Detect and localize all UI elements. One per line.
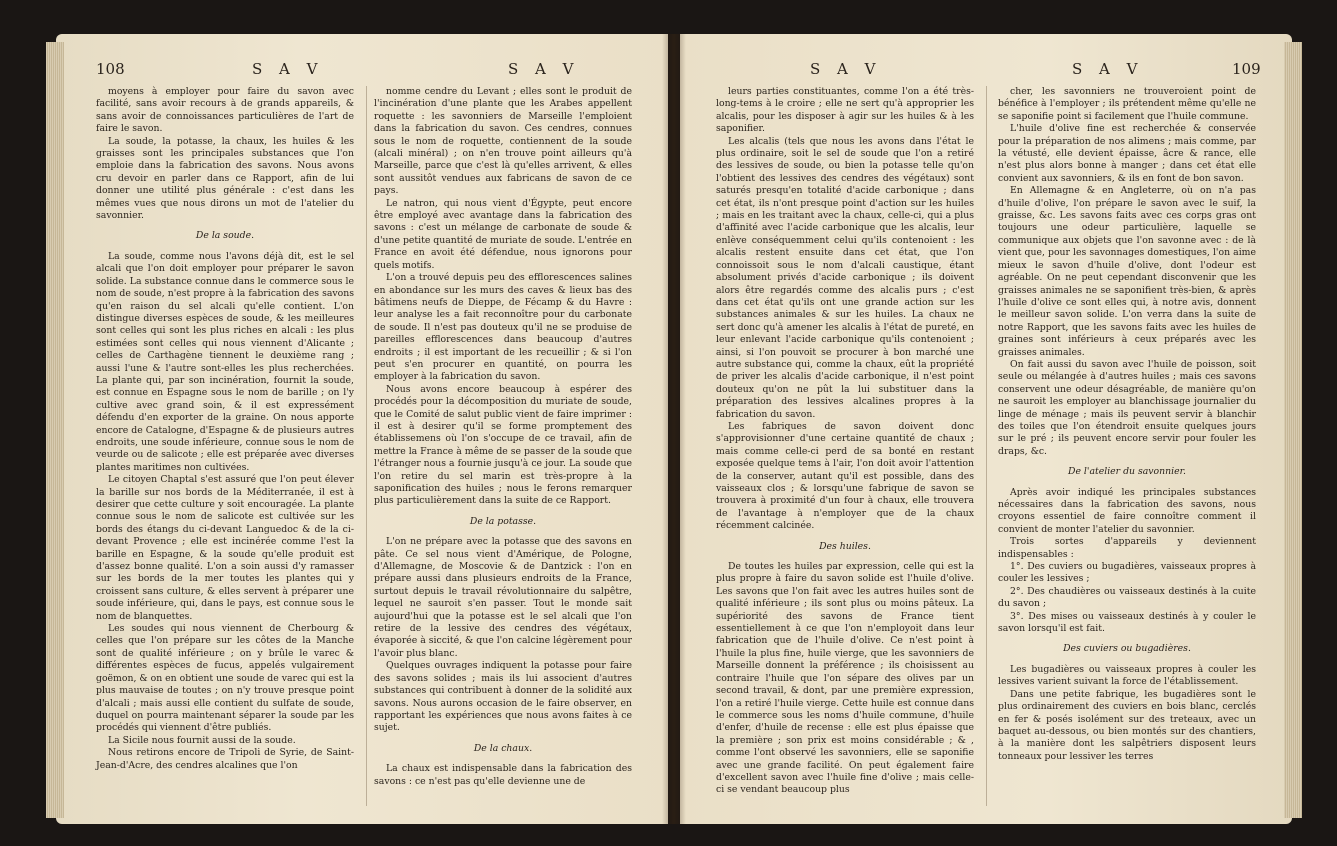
right-running-head	[680, 60, 1292, 82]
paragraph: Les soudes qui nous viennent de Cherbourg & celles que l'on prépare sur les côtes de la Manche sont de qualité inférieure ; on y brûle le varec & différentes espèces de fucus, appelés vulgairement goëmon, & on en obtient une soude de varec qui est la plus mauvaise de toutes ; on n'y trouve presque point d'alcali ; mais aussi elle contient du sulfate de soude, duquel on pourra maintenant séparer la soude par les procédés qui viennent d'être publiés.	[96, 623, 354, 734]
paragraph: Nous avons encore beaucoup à espérer des procédés pour la décomposition du muriate de soude, que le Comité de salut public vient de faire imprimer : il est à desirer qu'il se forme promptement des établissemens où l'on s'occupe de ce travail, afin de mettre la France à même de se passer de la soude que l'étranger nous a fournie jusqu'à ce jour. La soude que l'on retire du sel marin est très-propre à la saponification des huiles ; nous le ferons remarquer plus particulièrement dans la suite de ce Rapport.	[374, 383, 632, 507]
right-page	[680, 34, 1292, 824]
section-heading: De la chaux.	[473, 742, 533, 754]
paragraph: 1°. Des cuviers ou bugadières, vaisseaux propres à couler les lessives ;	[998, 561, 1256, 585]
paragraph: La soude, la potasse, la chaux, les huiles & les graisses sont les principales substances que l'on emploie dans la fabrication des savons. Nous avons cru devoir en parler dans ce Rapport, afin de lui donner une utilité plus générale : c'est dans les mêmes vues que nous dirons un mot de l'atelier du savonnier.	[96, 135, 354, 222]
paragraph: La soude, comme nous l'avons déjà dit, est le sel alcali que l'on doit employer pour préparer le savon solide. La substance connue dans le commerce sous le nom de soude, n'est propre à la fabrication des savons qu'en raison du sel alcali qu'elle contient. L'on distingue diverses espèces de soude, & les meilleures sont celles qui sont les plus riches en alcali : les plus estimées sont celles qui nous viennent d'Alicante ; celles de Carthagène tiennent le deuxième rang ; aussi l'une & l'autre sont-elles les plus recherchées. La plante qui, par son incinération, fournit la soude, est connue en Espagne sous le nom de barille ; on l'y cultive avec grand soin, & il est expressément défendu d'en exporter de la graine. On nous apporte encore de Catalogne, d'Espagne & de plusieurs autres endroits, une soude inférieure, connue sous le nom de veurde ou de salicote ; elle est préparée avec diverses plantes maritimes non cultivées.	[96, 250, 354, 473]
right-page-edges	[1284, 42, 1302, 818]
paragraph: Trois sortes d'appareils y deviennent indispensables :	[998, 536, 1256, 560]
paragraph: On fait aussi du savon avec l'huile de poisson, soit seule ou mélangée à d'autres huiles ; mais ces savons conservent une odeur désagréable, de manière qu'on ne sauroit les employer au blanchissage journalier du linge de ménage ; mais ils peuvent servir à blanchir des toiles que l'on étendroit ensuite quelques jours sur le pré ; ils peuvent encore servir pour fouler les draps, &c.	[998, 358, 1256, 457]
right-column-2	[998, 86, 1256, 763]
paragraph: La Sicile nous fournit aussi de la soude.	[108, 734, 296, 746]
paragraph: Nous retirons encore de Tripoli de Syrie, de Saint-Jean-d'Acre, des cendres alcalines que l'on	[96, 747, 354, 771]
paragraph: L'huile d'olive fine est recherchée & conservée pour la préparation de nos alimens ; mais comme, par la vétusté, elle devient épaisse, âcre & rance, elle n'est plus alors bonne à manger ; dans cet état elle convient aux savonniers, & ils en font de bon savon.	[998, 123, 1256, 184]
paragraph: L'on a trouvé depuis peu des efflorescences salines en abondance sur les murs des caves & lieux bas des bâtimens neufs de Dieppe, de Fécamp & du Havre : leur analyse les a fait reconnoître pour du carbonate de soude. Il n'est pas douteux qu'il ne se produise de pareilles efflorescences dans beaucoup d'autres endroits ; il est important de les recueillir ; & si l'on peut s'en procurer en quantité, on pourra les employer à la fabrication du savon.	[374, 272, 632, 383]
paragraph: 3°. Des mises ou vaisseaux destinés à y couler le savon lorsqu'il est fait.	[998, 610, 1256, 635]
paragraph: De toutes les huiles par expression, celle qui est la plus propre à faire du savon solide est l'huile d'olive. Les savons que l'on fait avec les autres huiles sont de qualité inférieure ; ils sont plus ou moins pâteux. La supériorité des savons de France tient essentiellement à ce que l'on n'employoit dans leur fabrication que de l'huile d'olive. Ce n'est point à l'huile la plus fine, huile vierge, que les savonniers de Marseille donnent la préférence ; ils choisissent au contraire l'huile que l'on sépare des olives par un second travail, & dont, par une première expression, l'on a retiré l'huile vierge. Cette huile est connue dans le commerce sous les noms d'huile commune, d'huile d'enfer, d'huile de recense : elle est plus épaisse que la première ; son prix est moins considérable ; & , comme l'ont observé les savonniers, elle se saponifie avec une grande facilité. On peut également faire d'excellent savon avec l'huile fine d'olive ; mais celle-ci se vendant beaucoup plus	[716, 561, 974, 796]
section-heading: De la soude.	[195, 230, 255, 242]
paragraph: leurs parties constituantes, comme l'on a été très-long-tems à le croire ; elle ne sert qu'à approprier les alcalis, pour les disposer à agir sur les huiles & à les saponifier.	[716, 86, 974, 135]
section-heading: De la potasse.	[469, 515, 537, 527]
paragraph: 2°. Des chaudières ou vaisseaux destinés à la cuite du savon ;	[998, 585, 1256, 610]
open-book	[56, 34, 1292, 824]
book-gutter	[662, 34, 686, 824]
section-heading: De l'atelier du savonnier.	[1068, 466, 1186, 478]
left-running-head	[56, 60, 668, 82]
paragraph: moyens à employer pour faire du savon avec facilité, sans avoir recours à de grands appareils, & sans avoir de connoissances particulières de l'art de faire le savon.	[96, 86, 354, 135]
right-running-head-text-2: S A V	[1072, 60, 1144, 78]
left-folio: 108	[96, 60, 125, 78]
paragraph: Les bugadières ou vaisseaux propres à couler les lessives varient suivant la force de l'établissement.	[998, 663, 1256, 688]
section-heading: Des cuviers ou bugadières.	[1063, 643, 1191, 655]
paragraph: En Allemagne & en Angleterre, où on n'a pas d'huile d'olive, l'on prépare le savon avec le suif, la graisse, &c. Les savons faits avec ces corps gras ont toujours une odeur particulière, laquelle se communique aux objets que l'on savonne avec : de là vient que, pour les savonnages domestiques, l'on aime mieux le savon d'huile d'olive, dont l'odeur est agréable. On ne peut cependant disconvenir que les graisses animales ne se saponifient très-bien, & après l'huile d'olive ce sont elles qui, à notre avis, donnent le meilleur savon solide. L'on verra dans la suite de notre Rapport, que les savons faits avec les huiles de graines sont inférieurs à ceux préparés avec les graisses animales.	[998, 185, 1256, 358]
paragraph: Quelques ouvrages indiquent la potasse pour faire des savons solides ; mais ils lui associent d'autres substances qui contribuent à donner de la solidité aux savons. Nous aurons occasion de le faire observer, en rapportant les expériences que nous avons faites à ce sujet.	[374, 660, 632, 734]
left-column-1	[96, 86, 354, 772]
paragraph: Les alcalis (tels que nous les avons dans l'état le plus ordinaire, soit le sel de soude que l'on a retiré des lessives de soude, ou bien la potasse telle qu'on l'obtient des lessives des cendres des végétaux) sont saturés presqu'en totalité d'acide carbonique ; dans cet état, ils n'ont presque point d'action sur les huiles ; mais en les traitant avec la chaux, celle-ci, qui a plus d'affinité avec l'acide carbonique que les alcalis, leur enlève conséquemment celui qu'ils contenoient : les alcalis restent ensuite dans cet état, que l'on connoissoit sous le nom d'alcali caustique, étant absolument privés d'acide carbonique ; ils doivent alors être regardés comme des alcalis purs ; c'est dans cet état qu'ils ont une grande action sur les substances animales & sur les huiles. La chaux ne sert donc qu'à amener les alcalis à l'état de pureté, en leur enlevant l'acide carbonique qu'ils contenoient ; ainsi, si l'on pouvoit se procurer à bon marché une autre substance qui, comme la chaux, eût la propriété de priver les alcalis d'acide carbonique, il n'est point douteux qu'on ne pût la lui substituer dans la préparation des lessives alcalines propres à la fabrication du savon.	[716, 135, 974, 420]
right-running-head-text-1: S A V	[810, 60, 882, 78]
left-running-head-text-2: S A V	[508, 60, 580, 78]
left-column-rule	[366, 86, 367, 806]
section-heading: Des huiles.	[819, 540, 871, 552]
paragraph: cher, les savonniers ne trouveroient point de bénéfice à l'employer ; ils prétendent même qu'elle ne se saponifie point si facilement que l'huile commune.	[998, 86, 1256, 122]
paragraph: La chaux est indispensable dans la fabrication des savons : ce n'est pas qu'elle devienne une de	[374, 763, 632, 787]
paragraph: Après avoir indiqué les principales substances nécessaires dans la fabrication des savons, nous croyons essentiel de faire connoître comment il convient de monter l'atelier du savonnier.	[998, 486, 1256, 535]
paragraph: Les fabriques de savon doivent donc s'approvisionner d'une certaine quantité de chaux ; mais comme celle-ci perd de sa bonté en restant exposée quelque tems à l'air, l'on doit avoir l'attention de la conserver, autant qu'il est possible, dans des vaisseaux clos ; & lorsqu'une fabrique de savon se trouvera à proximité d'un four à chaux, elle trouvera de l'avantage à n'employer que de la chaux récemment calcinée.	[716, 420, 974, 532]
left-page	[56, 34, 668, 824]
paragraph: nomme cendre du Levant ; elles sont le produit de l'incinération d'une plante que les Arabes appellent roquette : les savonniers de Marseille l'emploient dans la fabrication du savon. Ces cendres, connues sous le nom de roquette, contiennent de la soude (alcali minéral) ; on n'en trouve point ailleurs qu'à Marseille, parce que c'est là qu'elles arrivent, & elles sont aussitôt vendues aux fabricans de savon de ce pays.	[374, 86, 632, 197]
left-running-head-text-1: S A V	[252, 60, 324, 78]
paragraph: Le natron, qui nous vient d'Égypte, peut encore être employé avec avantage dans la fabrication des savons : c'est un mélange de carbonate de soude & d'une petite quantité de muriate de soude. L'entrée en France en avoit été défendue, nous ignorons pour quels motifs.	[374, 197, 633, 271]
left-column-2	[374, 86, 632, 788]
right-folio: 109	[1232, 60, 1261, 78]
right-column-rule	[986, 86, 987, 806]
left-page-edges	[46, 42, 64, 818]
paragraph: Le citoyen Chaptal s'est assuré que l'on peut élever la barille sur nos bords de la Méditerranée, il est à desirer que cette culture y soit encouragée. La plante connue sous le nom de salicote est cultivée sur les bords des étangs du ci-devant Languedoc & de la ci-devant Provence ; elle est incinérée comme l'est la barille en Espagne, & la soude qu'elle produit est d'assez bonne qualité. L'on a soin aussi d'y ramasser sur les bords de la mer toutes les plantes qui y croissent sans culture, & elles servent à préparer une soude inférieure, qui, dans le pays, est connue sous le nom de blanquettes.	[96, 474, 354, 622]
paragraph: Dans une petite fabrique, les bugadières sont le plus ordinairement des cuviers en bois blanc, cerclés en fer & posés isolément sur des treteaux, avec un baquet au-dessous, ou bien montés sur des chantiers, à la manière dont les salpêtriers disposent leurs tonneaux pour lessiver les terres	[998, 688, 1256, 762]
paragraph: L'on ne prépare avec la potasse que des savons en pâte. Ce sel nous vient d'Amérique, de Pologne, d'Allemagne, de Moscovie & de Dantzick : l'on en prépare aussi dans plusieurs endroits de la France, surtout depuis le travail révolutionnaire du salpêtre, lequel ne sauroit s'en passer. Tout le monde sait aujourd'hui que la potasse est le sel alcali que l'on retire de la lessive des cendres des végétaux, évaporée à siccité, & que l'on calcine légèrement pour l'avoir plus blanc.	[374, 536, 632, 659]
right-column-1	[716, 86, 974, 797]
